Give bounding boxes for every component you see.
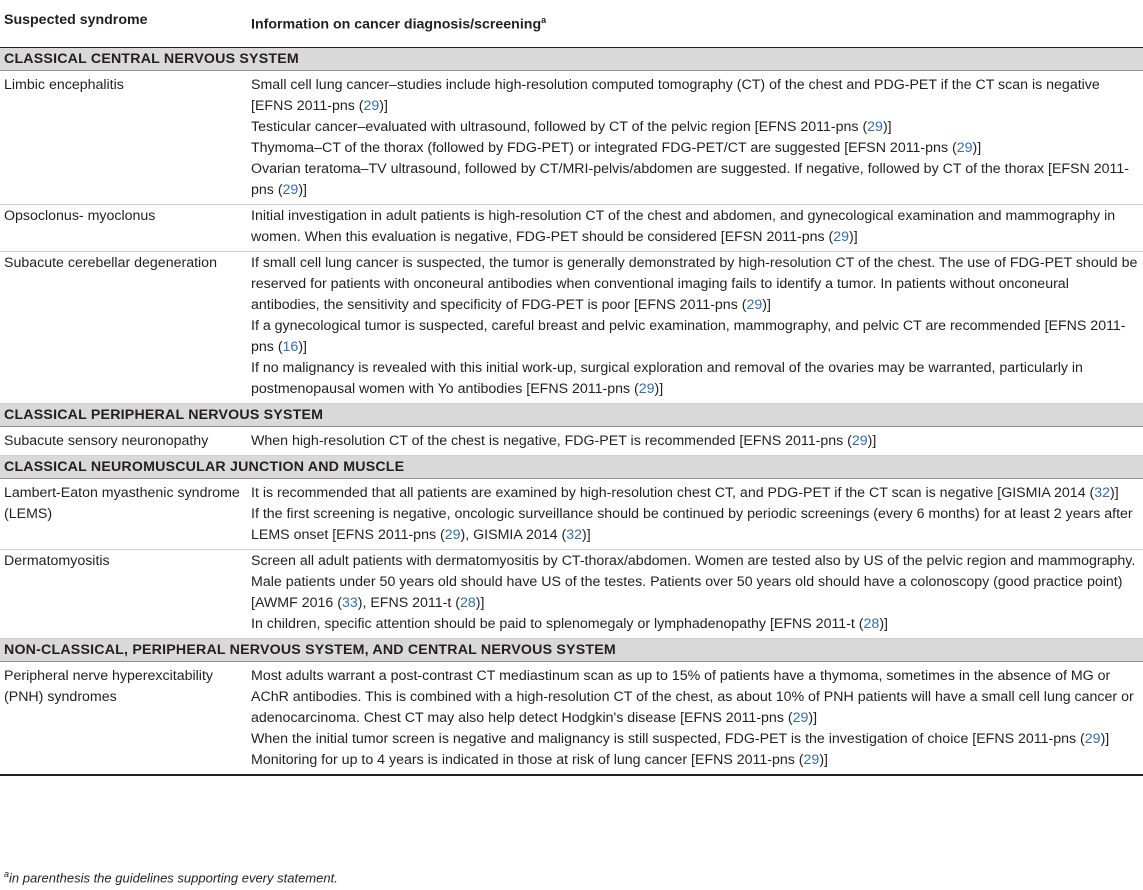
statement-text: )] [581,526,591,543]
screening-info-cell [247,70,1143,204]
statement-text: If no malignancy is revealed with this initial work-up, surgical exploration and removal of the ovaries may be warranted, particularly in postmenopausal women with Yo antibodies [EFNS 2011-pns ( [251,359,1083,397]
section-header-row [0,47,1143,70]
statement-text: )] [849,228,858,245]
statement-text: Ovarian teratoma–TV ultrasound, followed by CT/MRI-pelvis/abdomen are suggested. If negative, followed by CT of the thorax [EFSN 2011-pns ( [251,160,1129,198]
reference-link[interactable]: 29 [792,709,809,726]
section-title: CLASSICAL CENTRAL NERVOUS SYSTEM [0,47,1143,70]
statement-text: It is recommended that all patients are examined by high-resolution chest CT, and PDG-PET if the CT scan is negative [GISMIA 2014 ( [251,484,1095,501]
statement-text: )] [972,139,982,156]
section-title: CLASSICAL PERIPHERAL NERVOUS SYSTEM [0,403,1143,426]
reference-link[interactable]: 29 [956,139,973,156]
reference-link[interactable]: 29 [444,526,461,543]
screening-statement [251,75,1139,117]
table-row [0,70,1143,204]
statement-text: Testicular cancer–evaluated with ultrasound, followed by CT of the pelvic region [EFNS 2011-pns ( [251,118,868,135]
table-row [0,478,1143,549]
reference-link[interactable]: 29 [1084,730,1101,747]
section-header-row [0,638,1143,661]
reference-link[interactable]: 29 [833,228,850,245]
statement-text: Screen all adult patients with dermatomyositis by CT-thorax/abdomen. Women are tested also by US of the pelvic region and mammography. Male patients under 50 years old should have US of the testes. Patients over 50 years old should have a colonoscopy (good practice point) [AWMF 2016 ( [251,552,1136,611]
statement-text: Thymoma–CT of the thorax (followed by FDG-PET) or integrated FDG-PET/CT are suggested [EFSN 2011-pns ( [251,139,957,156]
statement-text: Most adults warrant a post-contrast CT mediastinum scan as up to 15% of patients have a thymoma, sometimes in the absence of MG or AChR antibodies. This is combined with a high-resolution CT of the chest, as about 10% of PNH patients will have a small cell lung cancer or adenocarcinoma. Chest CT may also help detect Hodgkin's disease [EFNS 2011-pns ( [251,667,1134,726]
reference-link[interactable]: 33 [341,594,358,611]
table-row [0,661,1143,775]
screening-statement [251,206,1139,248]
statement-text: )] [879,615,888,632]
statement-text: )] [867,432,877,449]
reference-link[interactable]: 32 [1094,484,1111,501]
syndrome-cell: Limbic encephalitis [0,70,247,204]
section-title: NON-CLASSICAL, PERIPHERAL NERVOUS SYSTEM, AND CENTRAL NERVOUS SYSTEM [0,638,1143,661]
table-row [0,204,1143,251]
reference-link[interactable]: 32 [566,526,582,543]
screening-info-cell [247,661,1143,775]
footnote-sup: a [4,869,10,879]
syndrome-cell: Subacute sensory neuronopathy [0,426,247,455]
screening-statement [251,750,1139,771]
reference-link[interactable]: 29 [746,296,763,313]
column-header-info-label: Information on cancer diagnosis/screening [251,16,542,33]
reference-link[interactable]: 28 [459,594,476,611]
statement-text: )] [882,118,892,135]
statement-text: )] [298,338,307,355]
screening-info-cell [247,426,1143,455]
reference-link[interactable]: 29 [363,97,380,114]
statement-text: )] [808,709,818,726]
table-body [0,47,1143,775]
screening-info-cell [247,549,1143,638]
statement-text: )] [762,296,771,313]
statement-text: )] [1110,484,1119,501]
statement-text: )] [819,751,828,768]
table-row [0,426,1143,455]
statement-text: When the initial tumor screen is negative and malignancy is still suspected, FDG-PET is the investigation of choice [EFNS 2011-pns ( [251,730,1085,747]
section-header-row [0,455,1143,478]
footnote-text: in parenthesis the guidelines supporting every statement. [9,870,338,886]
statement-text: )] [298,181,307,198]
reference-link[interactable]: 29 [803,751,820,768]
statement-text: If a gynecological tumor is suspected, careful breast and pelvic examination, mammography, and pelvic CT are recommended [EFNS 2011-pns ( [251,317,1126,355]
table-footnote [0,862,342,890]
column-header-info [247,0,1143,47]
screening-statement [251,138,1139,159]
table-row [0,251,1143,403]
section-header-row [0,403,1143,426]
statement-text: )] [1100,730,1110,747]
screening-statement [251,551,1139,614]
statement-text: )] [379,97,388,114]
statement-text: ), EFNS 2011-t ( [357,594,460,611]
statement-text: In children, specific attention should be paid to splenomegaly or lymphadenopathy [EFNS 2011-t ( [251,615,864,632]
screening-statement [251,358,1139,400]
reference-link[interactable]: 29 [867,118,883,135]
screening-statement [251,253,1139,316]
screening-statement [251,504,1139,546]
screening-statement [251,117,1139,138]
syndrome-cell: Lambert-Eaton myasthenic syndrome (LEMS) [0,478,247,549]
screening-statement [251,159,1139,201]
statement-text: When high-resolution CT of the chest is negative, FDG-PET is recommended [EFNS 2011-pns ( [251,432,852,449]
footnote-marker: a [541,15,547,25]
statement-text: If the first screening is negative, oncologic surveillance should be continued by periodic screenings (every 6 months) for at least 2 years after LEMS onset [EFNS 2011-pns ( [251,505,1133,543]
screening-info-cell [247,204,1143,251]
column-header-syndrome: Suspected syndrome [0,0,247,47]
screening-statement [251,666,1139,729]
reference-link[interactable]: 16 [282,338,299,355]
statement-text: )] [475,594,485,611]
syndrome-cell: Peripheral nerve hyperexcitability (PNH) syndromes [0,661,247,775]
reference-link[interactable]: 28 [863,615,880,632]
statement-text: )] [654,380,664,397]
screening-statement [251,316,1139,358]
table-row [0,549,1143,638]
reference-link[interactable]: 29 [282,181,299,198]
screening-info-cell [247,251,1143,403]
screening-info-cell [247,478,1143,549]
section-title: CLASSICAL NEUROMUSCULAR JUNCTION AND MUSCLE [0,455,1143,478]
statement-text: Monitoring for up to 4 years is indicated in those at risk of lung cancer [EFNS 2011-pns ( [251,751,804,768]
statement-text: Small cell lung cancer–studies include high-resolution computed tomography (CT) of the chest and PDG-PET if the CT scan is negative [EFNS 2011-pns ( [251,76,1100,114]
syndrome-cell: Dermatomyositis [0,549,247,638]
screening-statement [251,483,1139,504]
statement-text: ), GISMIA 2014 ( [460,526,567,543]
reference-link[interactable]: 29 [638,380,655,397]
table-header-row [0,0,1143,47]
screening-statement [251,431,1139,452]
statement-text: Initial investigation in adult patients is high-resolution CT of the chest and abdomen, and gynecological examination and mammography in women. When this evaluation is negative, FDG-PET should be considered [EFSN 2011-pns ( [251,207,1116,245]
syndrome-cell: Opsoclonus- myoclonus [0,204,247,251]
reference-link[interactable]: 29 [851,432,868,449]
screening-statement [251,614,1139,635]
statement-text: If small cell lung cancer is suspected, the tumor is generally demonstrated by high-resolution CT of the chest. The use of FDG-PET should be reserved for patients with onconeural antibodies when conventional imaging fails to identify a tumor. In patients without onconeural antibodies, the sensitivity and specificity of FDG-PET is poor [EFNS 2011-pns ( [251,254,1138,313]
syndrome-cell: Subacute cerebellar degeneration [0,251,247,403]
screening-statement [251,729,1139,750]
